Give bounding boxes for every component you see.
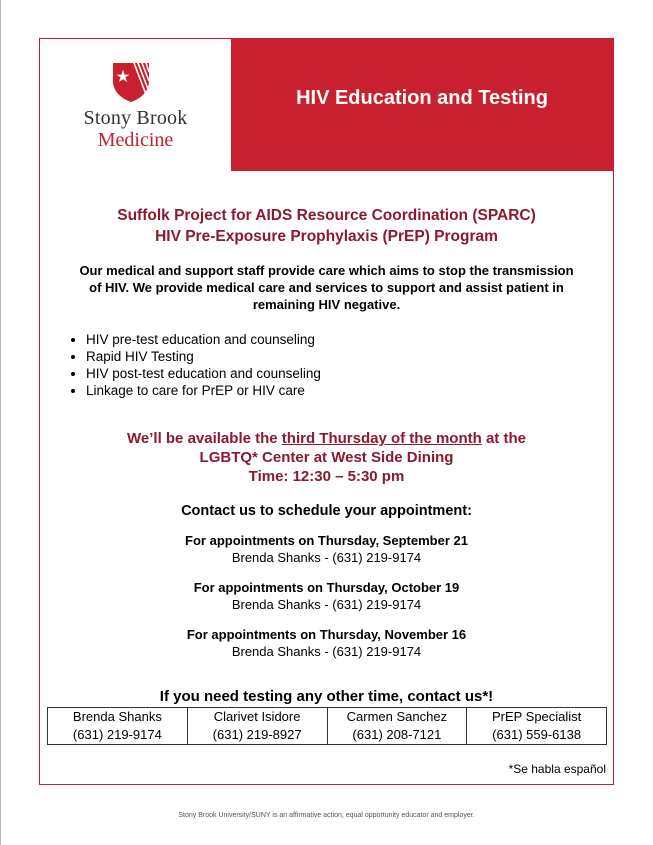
service-item: • HIV pre-test education and counseling <box>86 331 321 348</box>
contacts-table <box>47 707 607 745</box>
availability-time: Time: 12:30 – 5:30 pm <box>248 468 405 485</box>
other-time-heading: If you need testing any other time, contact us*! <box>159 688 494 705</box>
availability-block <box>40 429 613 486</box>
contact-name: Clarivet Isidore <box>213 709 301 724</box>
appointment-heading: For appointments on Thursday, September 21 <box>185 533 468 548</box>
appointment-contact: Brenda Shanks - (631) 219-9174 <box>231 550 422 565</box>
contact-cell <box>48 708 188 745</box>
service-item: • Rapid HIV Testing <box>86 348 321 365</box>
logo-text-stony-brook: Stony Brook <box>83 107 188 129</box>
spanish-note: *Se habla español <box>508 762 606 776</box>
contact-name: Carmen Sanchez <box>346 709 448 724</box>
appointment-contact: Brenda Shanks - (631) 219-9174 <box>231 644 422 659</box>
program-title-line1: Suffolk Project for AIDS Resource Coordination (SPARC) <box>117 207 536 224</box>
shield-icon <box>110 61 152 103</box>
availability-underlined: third Thursday of the month <box>281 430 482 447</box>
logo <box>40 39 231 171</box>
title-banner <box>231 39 613 171</box>
service-item: • HIV post-test education and counseling <box>86 365 321 382</box>
contact-phone: (631) 559-6138 <box>492 727 582 742</box>
contact-title: Contact us to schedule your appointment: <box>181 503 472 519</box>
service-item: • Linkage to care for PrEP or HIV care <box>86 382 321 399</box>
contact-cell <box>467 708 607 745</box>
services-list <box>66 331 321 399</box>
program-title <box>40 205 613 247</box>
banner-title: HIV Education and Testing <box>296 86 548 109</box>
flyer-frame <box>39 38 614 785</box>
contact-name: Brenda Shanks <box>72 709 162 724</box>
table-row <box>48 708 607 745</box>
page-edge <box>0 0 1 845</box>
availability-location: LGBTQ* Center at West Side Dining <box>199 449 454 466</box>
program-title-line2: HIV Pre-Exposure Prophylaxis (PrEP) Program <box>155 228 498 245</box>
contact-name: PrEP Specialist <box>491 709 582 724</box>
contact-phone: (631) 219-9174 <box>72 727 162 742</box>
appointment-block <box>40 626 613 660</box>
appointment-contact: Brenda Shanks - (631) 219-9174 <box>231 597 422 612</box>
appointment-heading: For appointments on Thursday, October 19 <box>193 580 460 595</box>
appointment-heading: For appointments on Thursday, November 16 <box>186 627 467 642</box>
footer-disclaimer: Stony Brook University/SUNY is an affirmative action, equal opportunity educator and employer. <box>178 812 475 819</box>
contact-cell <box>187 708 327 745</box>
header <box>40 39 613 171</box>
availability-prefix: We’ll be available the <box>127 430 282 447</box>
appointment-block <box>40 532 613 566</box>
contact-phone: (631) 208-7121 <box>352 727 442 742</box>
logo-text-medicine: Medicine <box>97 129 174 151</box>
availability-line1 <box>40 429 613 448</box>
intro-paragraph: Our medical and support staff provide care which aims to stop the transmission of HIV. We provide medical care and services to support and assist patient in remaining HIV negative. <box>79 263 574 312</box>
availability-suffix: at the <box>481 430 526 447</box>
appointment-block <box>40 579 613 613</box>
contact-cell <box>327 708 467 745</box>
contact-phone: (631) 219-8927 <box>212 727 302 742</box>
